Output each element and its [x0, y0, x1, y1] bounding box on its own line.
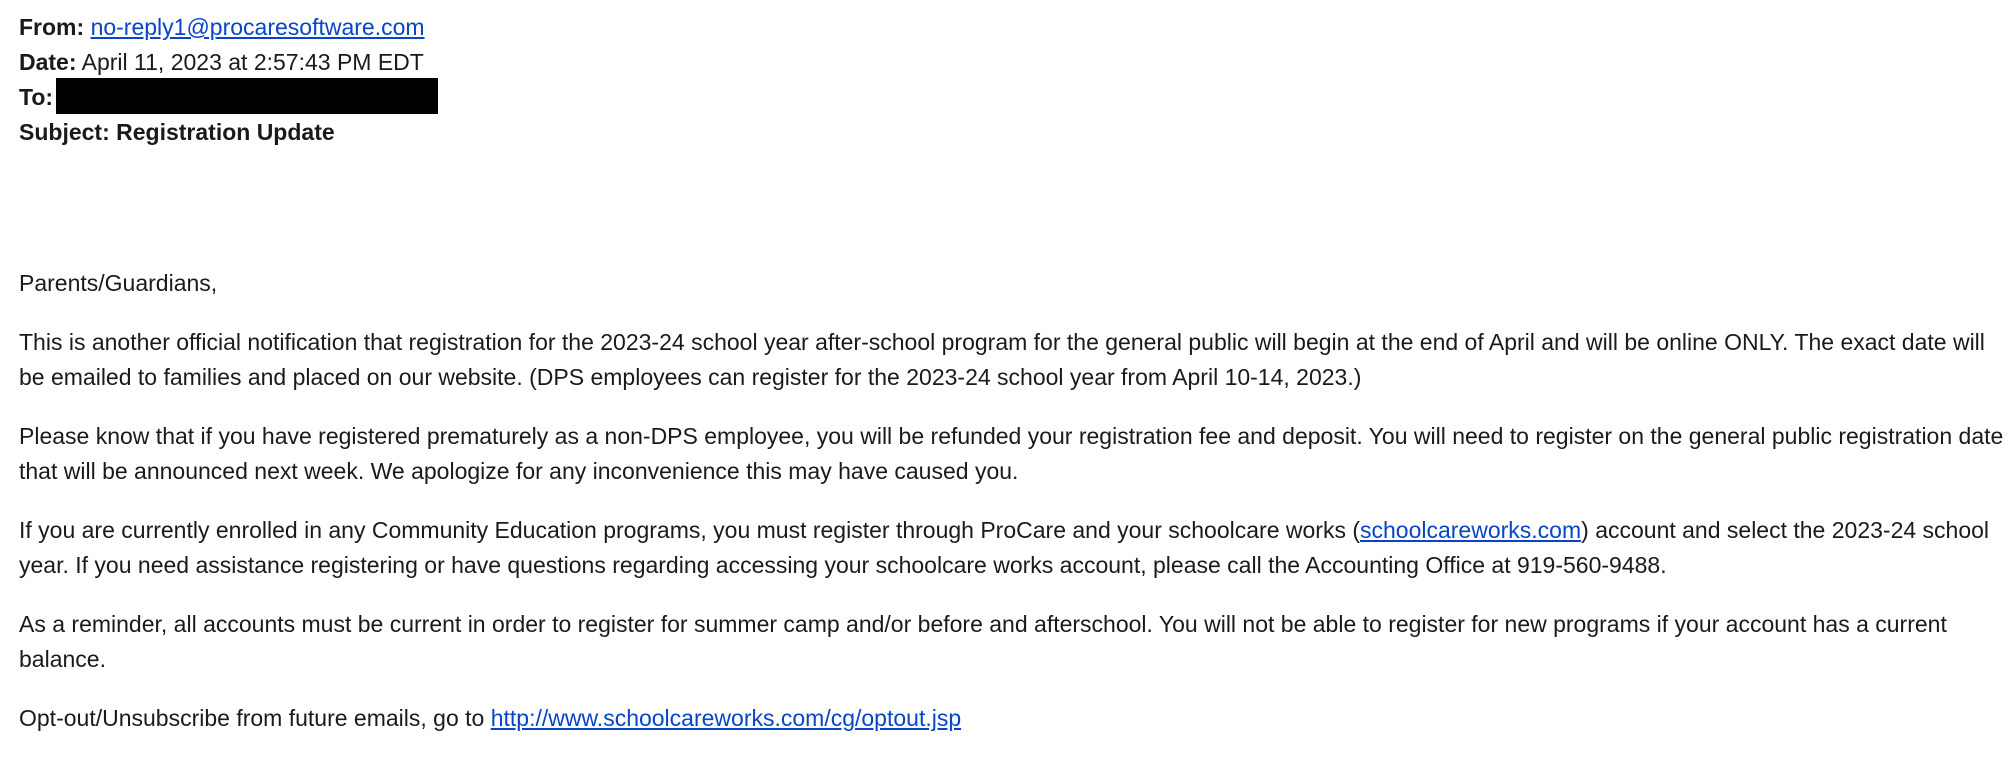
- subject-label: Subject:: [19, 119, 110, 145]
- paragraph-refund-notice: Please know that if you have registered prematurely as a non-DPS employee, you will be refunded your registration fee and deposit. You will need to register on the general public registration date that will be announced next week. We apologize for any inconvenience this may have caused you.: [19, 423, 2004, 484]
- paragraph-community-education-text-2: ) account and select the 2023-24 school year. If you need assistance registering or have questions regarding accessing your schoolcare works account, please call the Accounting Office at 919-560-9488.: [19, 517, 1990, 578]
- redacted-recipient: [56, 78, 438, 114]
- subject-value: Registration Update: [116, 119, 335, 145]
- schoolcareworks-link[interactable]: schoolcareworks.com: [1360, 517, 1582, 543]
- date-label: Date:: [19, 49, 77, 75]
- paragraph-account-reminder: As a reminder, all accounts must be current in order to register for summer camp and/or before and afterschool. You will not be able to register for new programs if your account has a current balance.: [19, 611, 1947, 672]
- paragraph-community-education-text-1: If you are currently enrolled in any Community Education programs, you must register through ProCare and your schoolcare works (: [19, 517, 1360, 543]
- email-header: [19, 10, 438, 150]
- from-email-link[interactable]: no-reply1@procaresoftware.com: [90, 14, 425, 40]
- paragraph-opt-out: [19, 701, 2009, 736]
- email-body: [19, 266, 2009, 760]
- from-row: [19, 10, 438, 45]
- opt-out-link[interactable]: http://www.schoolcareworks.com/cg/optout.jsp: [490, 705, 962, 731]
- greeting: Parents/Guardians,: [19, 270, 218, 296]
- to-label: To:: [19, 84, 54, 110]
- subject-row: [19, 115, 438, 150]
- from-label: From:: [19, 14, 85, 40]
- opt-out-text: Opt-out/Unsubscribe from future emails, go to: [19, 705, 491, 731]
- paragraph-registration-notice: This is another official notification that registration for the 2023-24 school year after-school program for the general public will begin at the end of April and will be online ONLY. The exact date will be emailed to families and placed on our website. (DPS employees can register for the 2023-24 school year from April 10-14, 2023.): [19, 329, 1985, 390]
- date-row: [19, 45, 438, 80]
- to-row: [19, 80, 438, 115]
- date-value: April 11, 2023 at 2:57:43 PM EDT: [81, 49, 424, 75]
- paragraph-community-education: [19, 513, 2009, 583]
